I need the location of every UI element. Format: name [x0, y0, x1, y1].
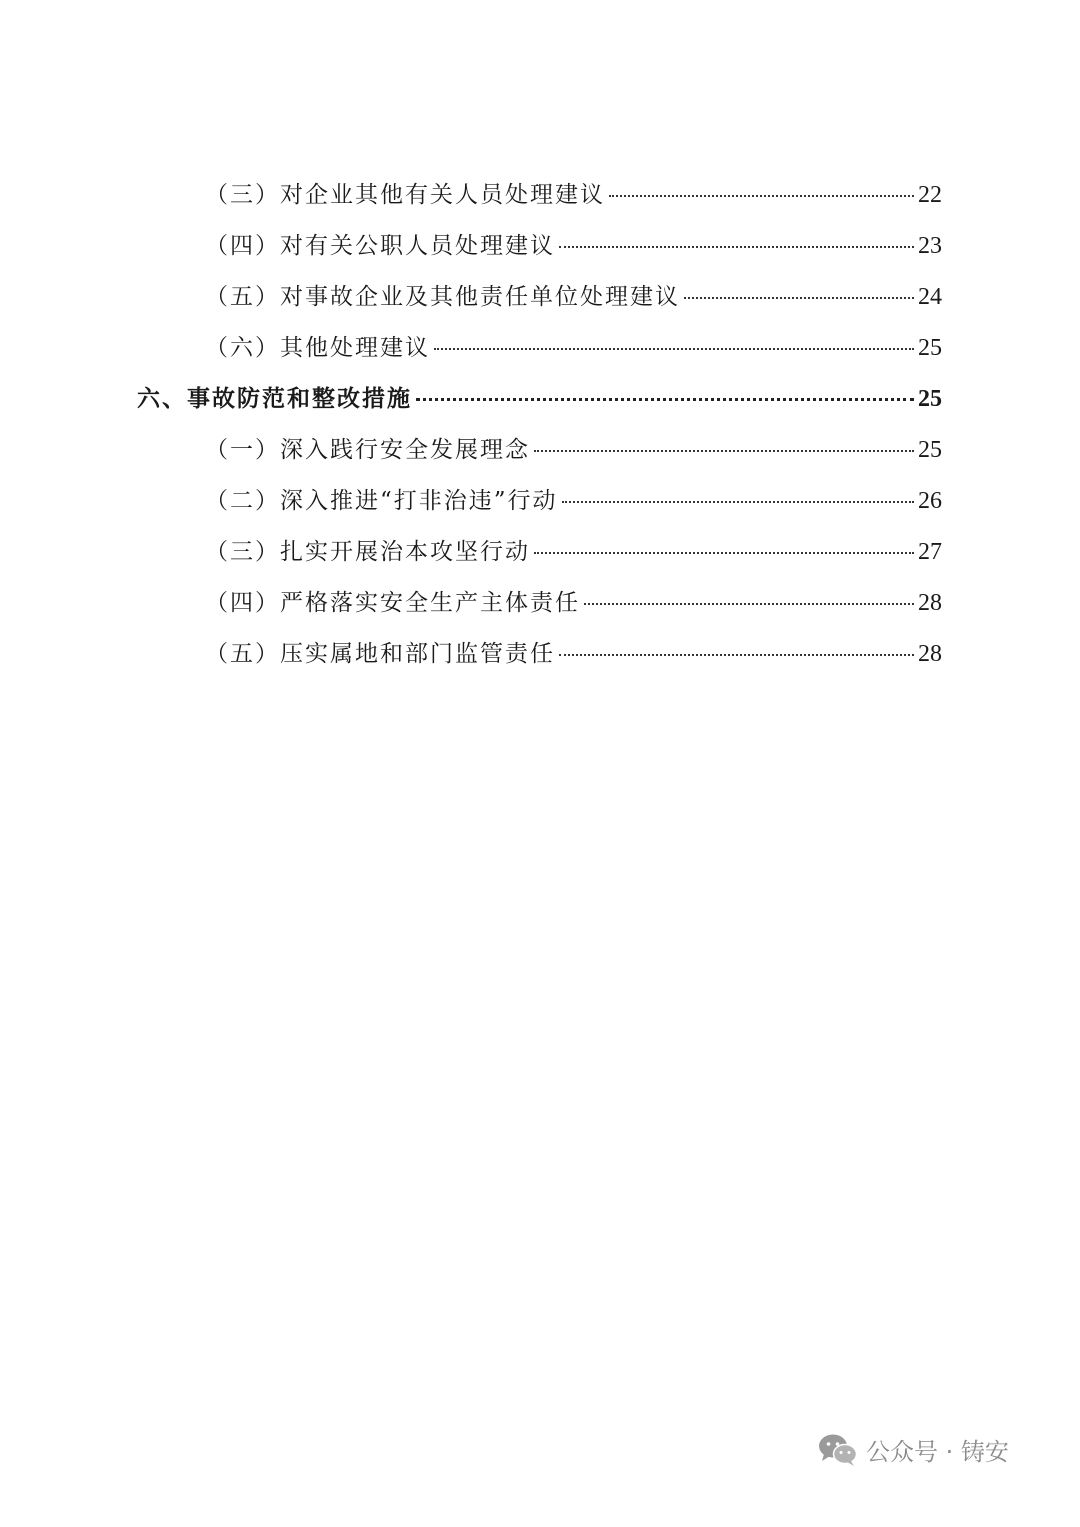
toc-entry-title: （三）扎实开展治本攻坚行动	[205, 539, 530, 565]
toc-entry[interactable]	[205, 278, 942, 318]
toc-section-title: 六、事故防范和整改措施	[137, 385, 412, 412]
toc-page-number: 28	[918, 641, 942, 667]
toc-page-number: 27	[918, 539, 942, 565]
toc-page-number: 24	[918, 284, 942, 310]
toc-leader-dots	[434, 348, 914, 350]
toc-entry[interactable]	[205, 533, 942, 573]
toc-entry-title: （六）其他处理建议	[205, 335, 430, 361]
toc-entry-title: （五）压实属地和部门监管责任	[205, 641, 555, 667]
toc-leader-dots	[562, 501, 914, 503]
toc-page-number: 22	[918, 182, 942, 208]
toc-leader-dots	[559, 246, 914, 248]
watermark-text: 公众号 · 铸安	[866, 1438, 1009, 1466]
toc-entry[interactable]	[205, 431, 942, 471]
toc-page-number: 28	[918, 590, 942, 616]
toc-section-entry[interactable]	[137, 380, 942, 420]
toc-page-number: 25	[918, 386, 942, 412]
toc-entry-title: （五）对事故企业及其他责任单位处理建议	[205, 284, 680, 310]
toc-leader-dots	[584, 603, 914, 605]
toc-entry-title: （一）深入践行安全发展理念	[205, 437, 530, 463]
toc-entry[interactable]	[205, 227, 942, 267]
toc-entry[interactable]	[205, 482, 942, 522]
toc-leader-dots	[534, 450, 914, 452]
toc-entry-title: （二）深入推进“打非治违”行动	[205, 488, 558, 514]
toc-entry-title: （四）对有关公职人员处理建议	[205, 233, 555, 259]
toc-page-number: 23	[918, 233, 942, 259]
toc-entry[interactable]	[205, 329, 942, 369]
wechat-icon	[818, 1433, 858, 1467]
toc-entry[interactable]	[205, 584, 942, 624]
toc-leader-dots	[559, 654, 914, 656]
toc-entry[interactable]	[205, 635, 942, 675]
toc-entry-title: （三）对企业其他有关人员处理建议	[205, 182, 605, 208]
toc-page-number: 26	[918, 488, 942, 514]
toc-leader-dots	[609, 195, 914, 197]
toc-entry-title: （四）严格落实安全生产主体责任	[205, 590, 580, 616]
toc-entry[interactable]	[205, 176, 942, 216]
toc-page-number: 25	[918, 335, 942, 361]
toc-page-number: 25	[918, 437, 942, 463]
toc-leader-dots	[416, 398, 914, 401]
wechat-watermark	[818, 1432, 1009, 1467]
toc-leader-dots	[684, 297, 914, 299]
toc-leader-dots	[534, 552, 914, 554]
